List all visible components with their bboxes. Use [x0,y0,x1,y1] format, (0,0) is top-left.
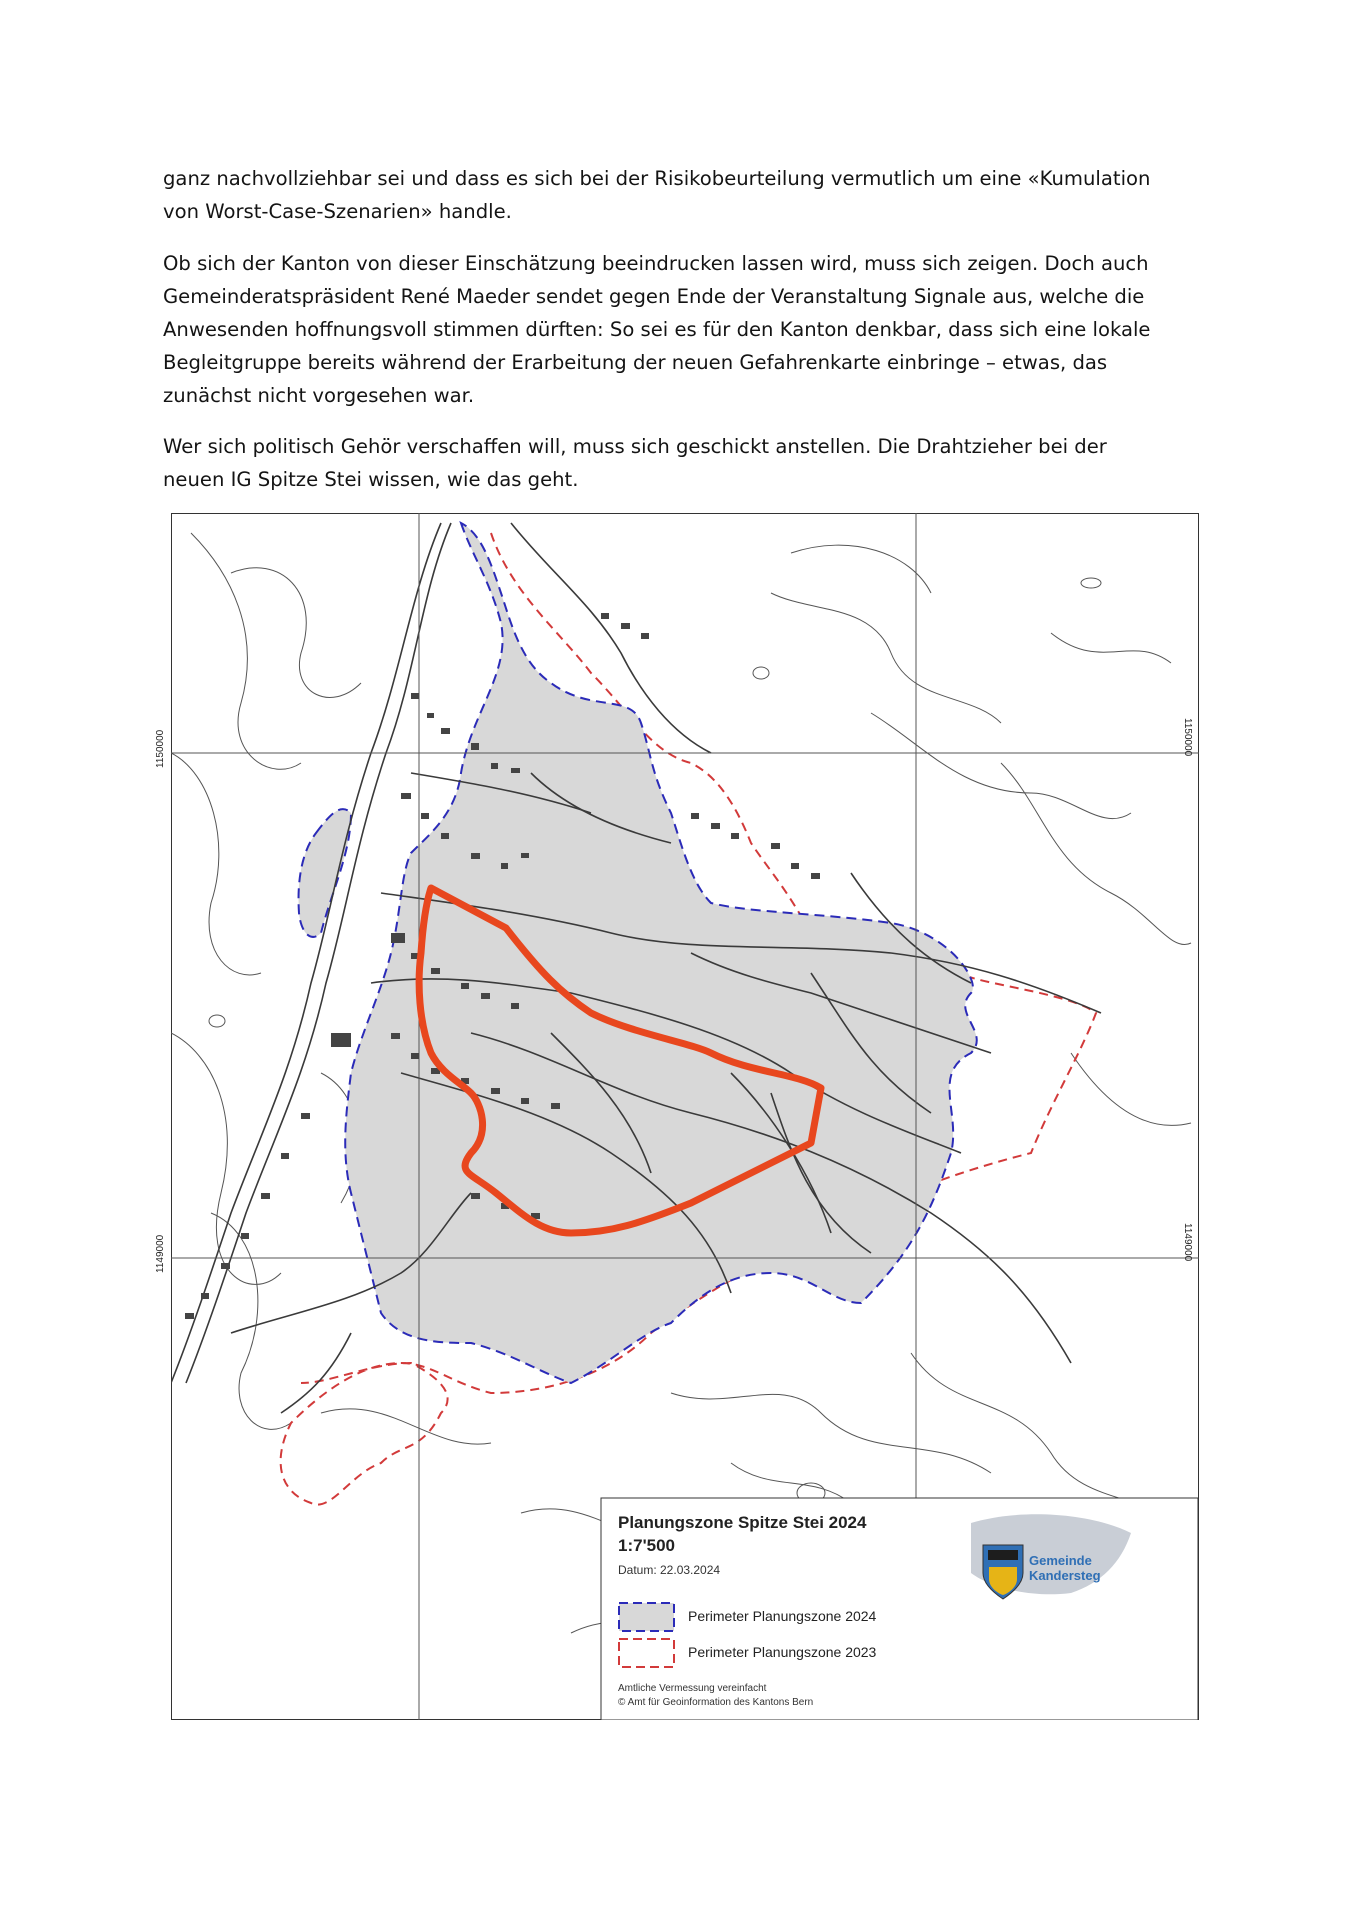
paragraph-3 [163,430,1107,496]
coord-right-top: 1150000 [1182,718,1193,757]
text-line: Wer sich politisch Gehör verschaffen will, muss sich geschickt anstellen. Die Drahtzieher bei der [163,435,1107,458]
legend-note-survey: Amtliche Vermessung vereinfacht [618,1683,767,1694]
logo-text-kandersteg: Kandersteg [1029,1568,1101,1583]
legend-symbol-2024 [619,1603,674,1631]
logo-text-gemeinde: Gemeinde [1029,1553,1092,1568]
legend-title: Planungszone Spitze Stei 2024 [618,1513,867,1532]
coord-right-bottom: 1149000 [1182,1223,1193,1262]
legend-note-copyright: © Amt für Geoinformation des Kantons Bern [618,1697,814,1708]
text-line: Gemeinderatspräsident René Maeder sendet gegen Ende der Veranstaltung Signale aus, welche die [163,285,1145,308]
legend-label-2023: Perimeter Planungszone 2023 [688,1644,877,1660]
text-line: Ob sich der Kanton von dieser Einschätzung beeindrucken lassen wird, muss sich zeigen. Doch auch [163,252,1149,275]
text-line: Anwesenden hoffnungsvoll stimmen dürften: So sei es für den Kanton denkbar, dass sich eine lokale [163,318,1151,341]
legend-label-2024: Perimeter Planungszone 2024 [688,1608,877,1624]
legend-symbol-2023 [619,1639,674,1667]
map-canvas [171,513,1199,1720]
paragraph-2 [163,247,1150,412]
legend-date: Datum: 22.03.2024 [618,1563,721,1577]
coord-left-bottom: 1149000 [155,1234,166,1273]
legend-scale: 1:7'500 [618,1536,675,1555]
text-line: Begleitgruppe bereits während der Erarbeitung der neuen Gefahrenkarte einbringe – etwas, das [163,351,1108,374]
text-line: ganz nachvollziehbar sei und dass es sich bei der Risikobeurteilung vermutlich um eine «Kumulation [163,167,1151,190]
paragraph-1 [163,162,1150,228]
coord-left-top: 1150000 [155,729,166,768]
text-line: zunächst nicht vorgesehen war. [163,384,475,407]
text-line: von Worst-Case-Szenarien» handle. [163,200,512,223]
planning-zone-map [155,513,1199,1720]
text-line: neuen IG Spitze Stei wissen, wie das geht. [163,468,579,491]
